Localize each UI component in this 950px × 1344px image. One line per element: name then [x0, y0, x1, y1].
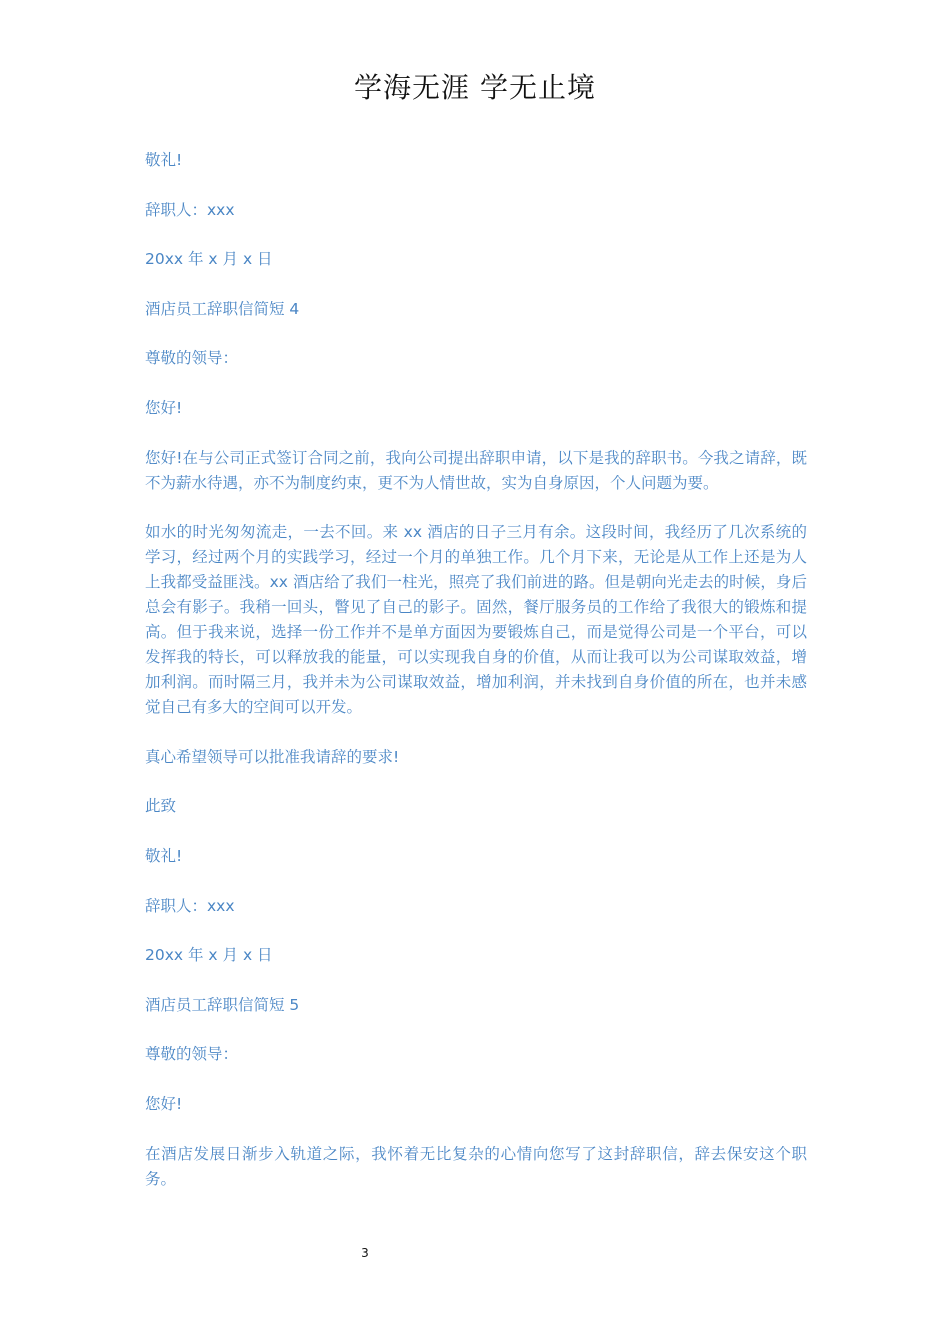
page-header-title: 学海无涯 学无止境: [354, 71, 596, 104]
signature-date: 20xx 年 x 月 x 日: [145, 946, 273, 965]
closing-phrase: 此致: [145, 797, 177, 816]
body-paragraph: 在酒店发展日渐步入轨道之际，我怀着无比复杂的心情向您写了这封辞职信，辞去保安这个职务。: [145, 1144, 807, 1188]
section-heading: 酒店员工辞职信简短 5: [145, 995, 300, 1014]
greeting: 您好!: [145, 398, 183, 417]
body-paragraph: 您好!在与公司正式签订合同之前，我向公司提出辞职申请，以下是我的辞职书。今我之请辞，既不为薪水待遇，亦不为制度约束，更不为人情世故，实为自身原因，个人问题为要。: [145, 448, 807, 492]
section-heading: 酒店员工辞职信简短 4: [145, 299, 300, 318]
signature-date: 20xx 年 x 月 x 日: [145, 250, 273, 269]
signature-name: 辞职人：xxx: [145, 200, 235, 219]
body-paragraph: 如水的时光匆匆流走，一去不回。来 xx 酒店的日子三月有余。这段时间，我经历了几次系统的学习，经过两个月的实践学习，经过一个月的单独工作。几个月下来，无论是从工作上还是为人上我都受益匪浅。xx 酒店给了我们一柱光，照亮了我们前进的路。但是朝向光走去的时候，身后总会有影子。我稍一回头，瞥见了自己的影子。固然，餐厅服务员的工作给了我很大的锻炼和提高。但于我来说，选择一份工作并不是单方面因为要锻炼自己，而是觉得公司是一个平台，可以发挥我的特长，可以释放我的能量，可以实现我自身的价值，从而让我可以为公司谋取效益，增加利润。而时隔三月，我并未为公司谋取效益，增加利润，并未找到自身价值的所在，也并未感觉自己有多大的空间可以开发。: [145, 523, 807, 717]
document-body: [145, 148, 807, 1216]
salutation: 尊敬的领导：: [145, 1045, 239, 1064]
closing-salute: 敬礼!: [145, 151, 183, 169]
page-number: 3: [361, 1246, 369, 1260]
greeting: 您好!: [145, 1094, 183, 1113]
signature-name: 辞职人：xxx: [145, 896, 235, 915]
body-paragraph: 真心希望领导可以批准我请辞的要求!: [145, 747, 400, 766]
closing-salute: 敬礼!: [145, 846, 183, 865]
salutation: 尊敬的领导：: [145, 349, 239, 368]
